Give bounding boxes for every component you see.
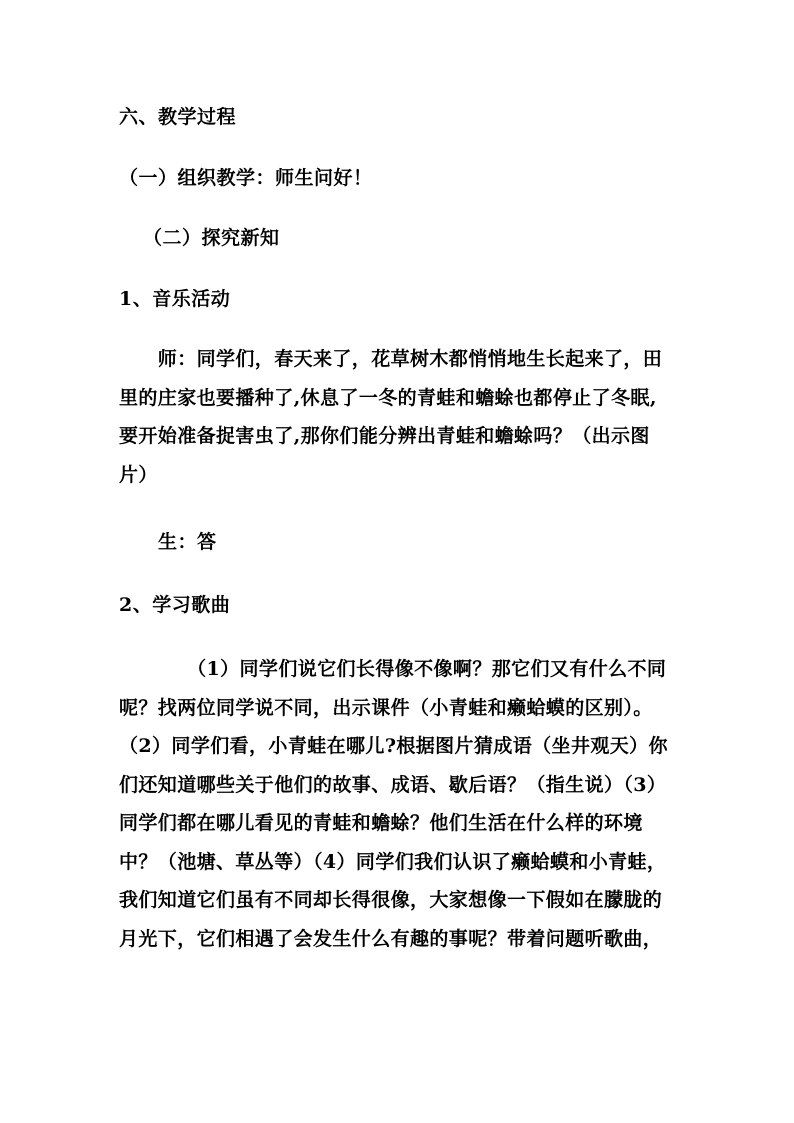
item-heading-learn-song: 2、学习歌曲 <box>119 594 231 616</box>
paragraph-line: 中？（池塘、草丛等）（4）同学们我们认识了癞蛤蟆和小青蛙， <box>119 850 667 873</box>
paragraph-line: 片） <box>119 463 158 486</box>
section-heading-teaching-process: 六、教学过程 <box>119 106 237 128</box>
paragraph-line: 同学们都在哪儿看见的青蛙和蟾蜍？他们生活在什么样的环境 <box>119 812 643 834</box>
paragraph-line: （2）同学们看，小青蛙在哪儿?根据图片猜成语（坐井观天）你 <box>119 735 668 757</box>
paragraph-line: 我们知道它们虽有不同却长得很像，大家想像一下假如在朦胧的 <box>119 889 663 911</box>
paragraph-line: 要开始准备捉害虫了,那你们能分辨出青蛙和蟾蜍吗？（出示图 <box>119 425 650 447</box>
paragraph-line: （1）同学们说它们长得像不像啊？那它们又有什么不同 <box>119 658 667 680</box>
student-answer: 生：答 <box>119 531 217 553</box>
paragraph-line: 里的庄家也要播种了,休息了一冬的青蛙和蟾蜍也都停止了冬眠, <box>119 386 657 409</box>
paragraph-song-activity <box>119 650 679 958</box>
paragraph-line: 们还知道哪些关于他们的故事、成语、歇后语？（指生说）（3） <box>119 773 667 796</box>
item-heading-music-activity: 1、音乐活动 <box>119 288 231 310</box>
paragraph-line: 呢？找两位同学说不同，出示课件（小青蛙和癞蛤蟆的区别）。 <box>119 696 653 719</box>
paragraph-line: 师：同学们，春天来了，花草树木都悄悄地生长起来了，田 <box>119 348 663 370</box>
subheading-organize-teaching: （一）组织教学：师生问好！ <box>119 167 373 189</box>
paragraph-teacher-speech <box>119 340 679 494</box>
subheading-explore-new-knowledge: （二）探究新知 <box>143 227 280 249</box>
paragraph-line: 月光下，它们相遇了会发生什么有趣的事呢？带着问题听歌曲， <box>119 927 663 950</box>
